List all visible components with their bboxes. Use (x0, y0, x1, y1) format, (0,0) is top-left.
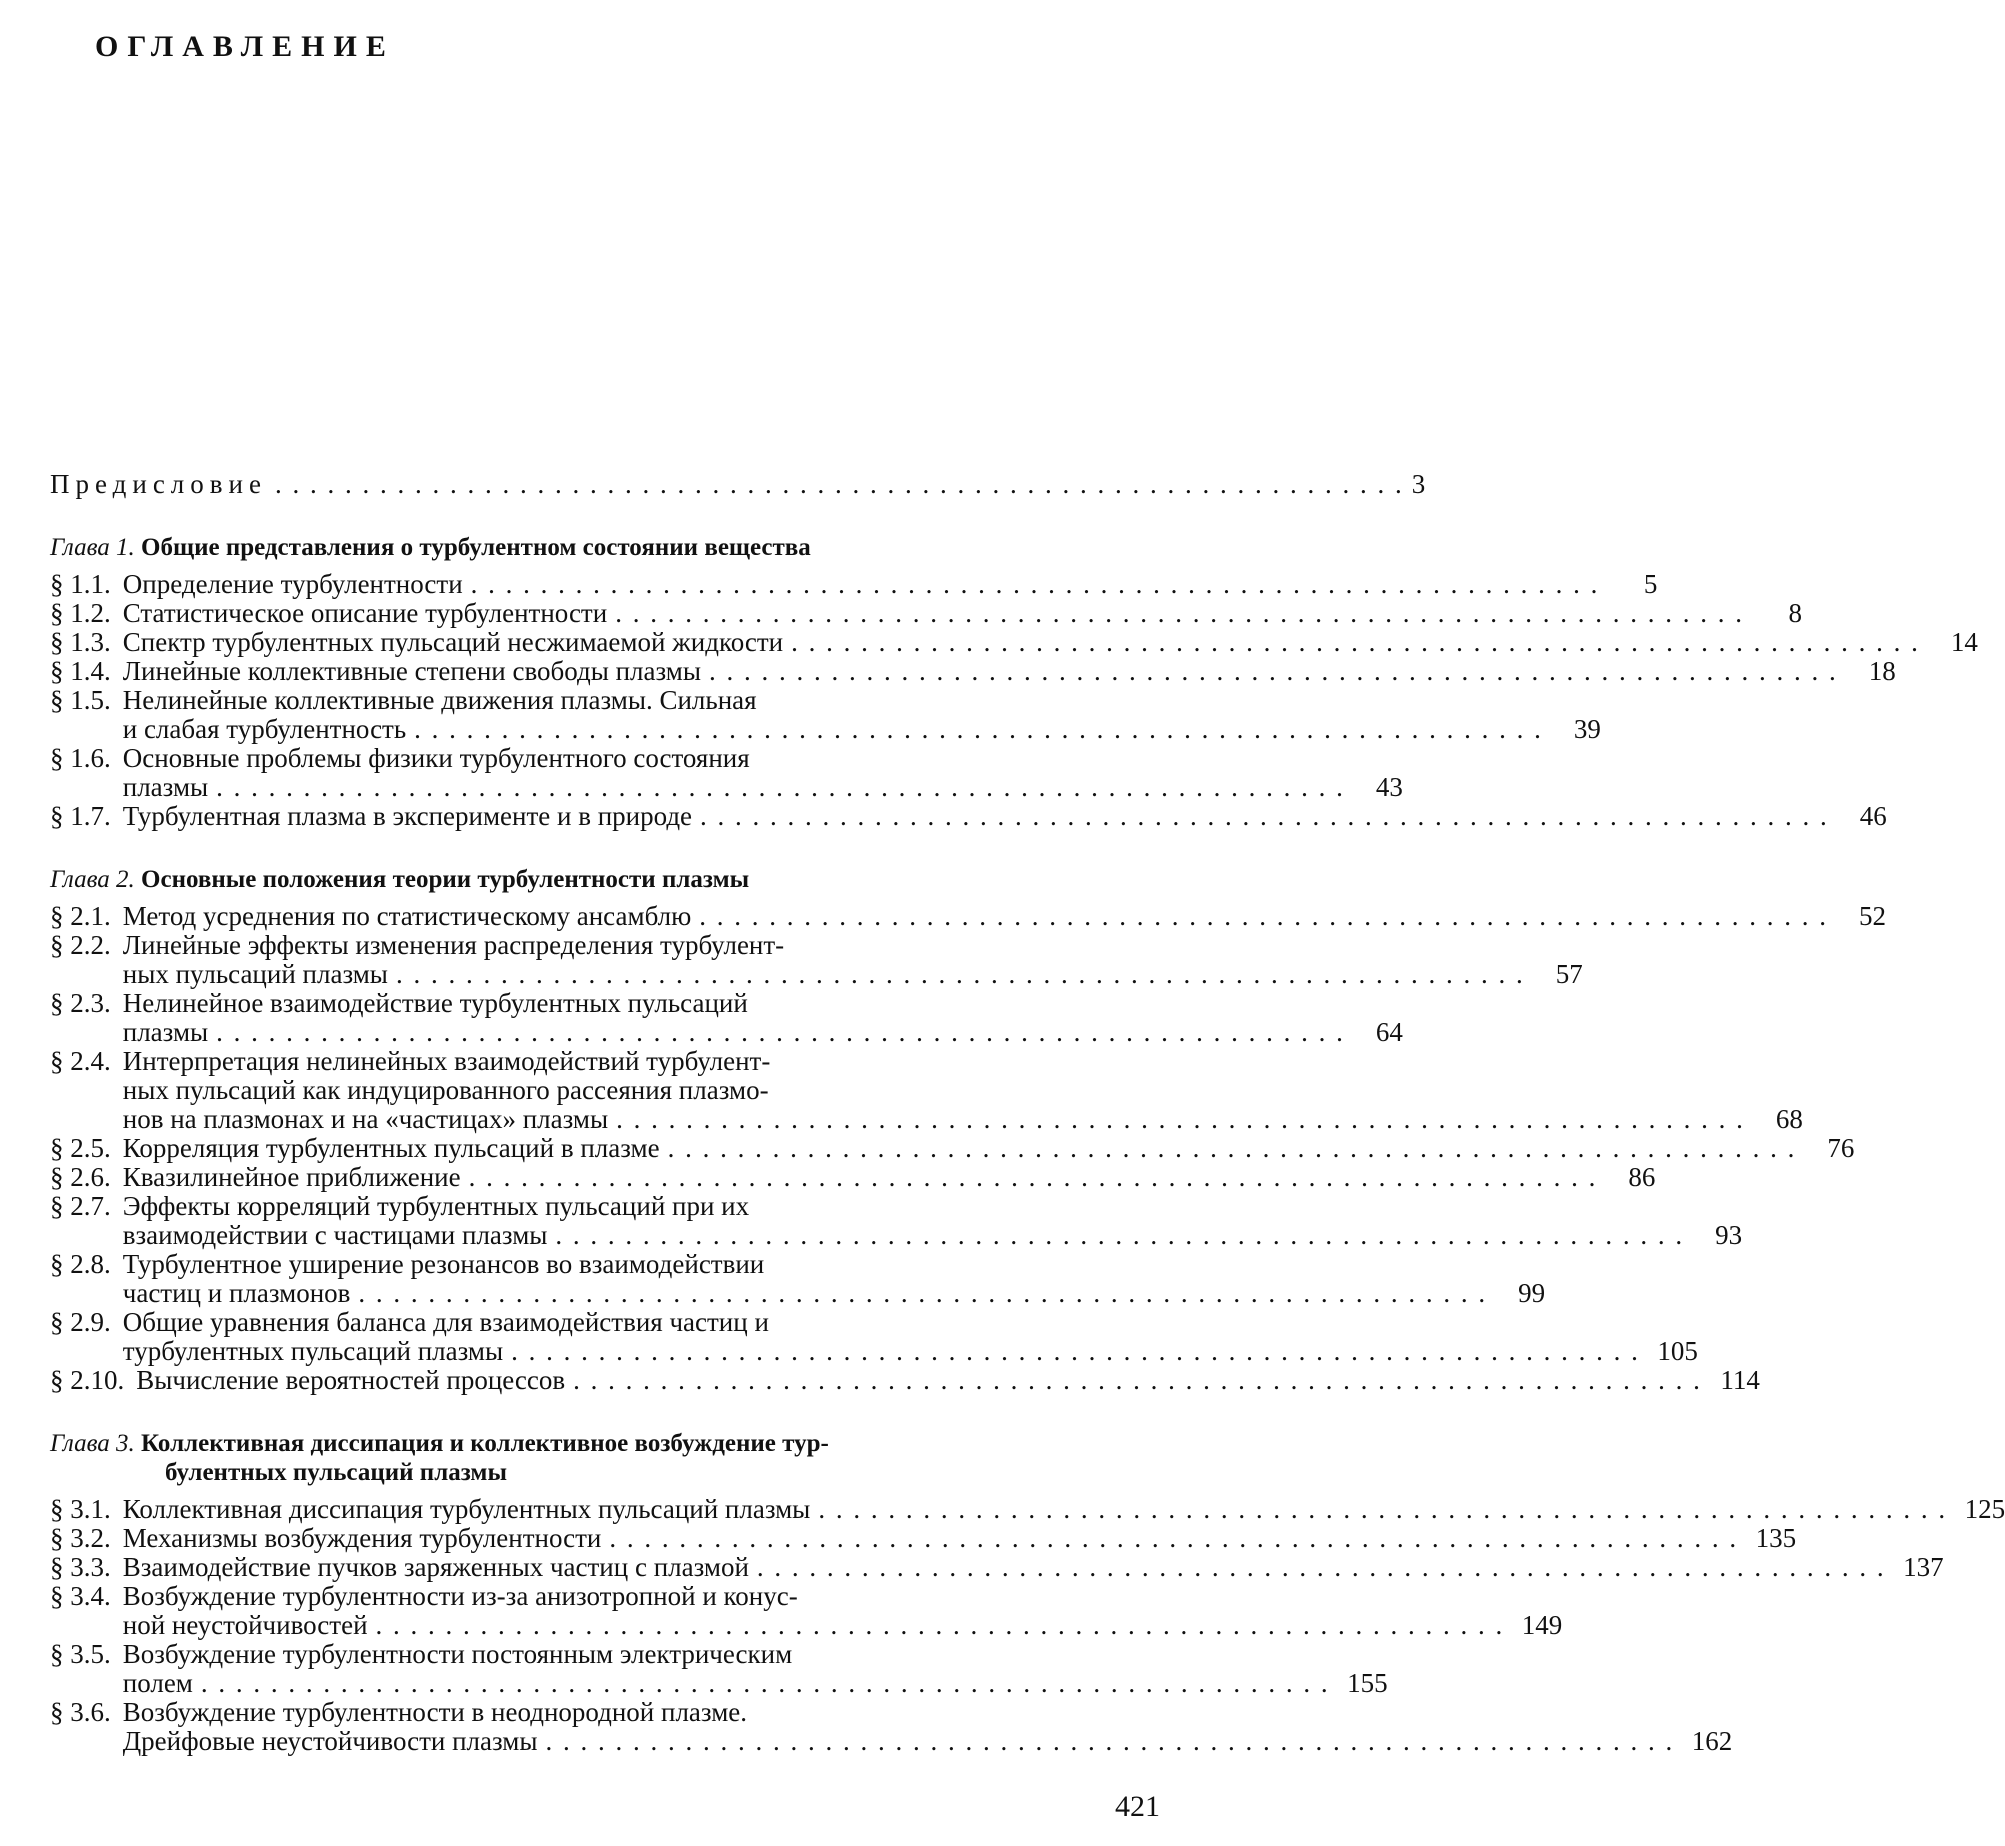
section-title: полем (122, 1668, 193, 1698)
toc-section-entry (50, 1552, 1944, 1582)
toc-section-entry (50, 1494, 2005, 1524)
section-page: 162 (1691, 1726, 1733, 1756)
section-page: 76 (1827, 1133, 1855, 1163)
section-number: § 2.1. (50, 901, 111, 931)
toc-section-entry (50, 685, 1601, 744)
toc-section-entry (50, 1191, 1743, 1250)
section-page: 93 (1715, 1220, 1743, 1250)
toc-section-entry (50, 1523, 1797, 1553)
section-title: Эффекты корреляций турбулентных пульсаций при их (122, 1191, 750, 1221)
toc-section-entry (50, 743, 1403, 802)
dot-leader (818, 1495, 1947, 1524)
section-page: 105 (1657, 1336, 1698, 1366)
dot-leader (668, 1134, 1797, 1163)
dot-leader (709, 657, 1838, 686)
dot-leader (699, 902, 1828, 931)
section-title: Дрейфовые неустойчивости плазмы (122, 1726, 538, 1756)
section-title: Возбуждение турбулентности из-за анизотропной и конус- (122, 1581, 798, 1611)
section-title: Корреляция турбулентных пульсаций в плазме (122, 1133, 660, 1163)
toc-section-entry (50, 1639, 1388, 1698)
section-title: Спектр турбулентных пульсаций несжимаемой жидкости (122, 627, 784, 657)
chapter-label: Глава 2. (50, 866, 135, 893)
section-page: 137 (1903, 1552, 1944, 1582)
section-number: § 2.9. (50, 1307, 111, 1337)
section-title: Турбулентная плазма в эксперименте и в природе (122, 801, 693, 831)
section-title: Общие уравнения баланса для взаимодействия частиц и (122, 1307, 769, 1337)
section-page: 86 (1628, 1162, 1656, 1192)
preface-page: 3 (1411, 469, 1426, 499)
section-title: Вычисление вероятностей процессов (136, 1365, 566, 1395)
chapter-title: Общие представления о турбулентном состоянии вещества (141, 534, 811, 561)
chapter-label: Глава 3. (50, 1430, 135, 1457)
chapter-title: Основные положения теории турбулентности плазмы (141, 866, 750, 893)
toc-section-entry (50, 1697, 1733, 1756)
section-number: § 1.4. (50, 656, 111, 686)
section-number: § 1.7. (50, 801, 111, 831)
section-page: 114 (1720, 1365, 1760, 1395)
toc-section-entry (50, 901, 1887, 931)
dot-leader (573, 1366, 1702, 1395)
section-title: Линейные эффекты изменения распределения турбулент- (122, 930, 785, 960)
section-number: § 2.6. (50, 1162, 111, 1192)
chapter-heading (50, 533, 1125, 562)
section-title: Определение турбулентности (122, 569, 463, 599)
section-number: § 3.4. (50, 1581, 111, 1611)
dot-leader (275, 470, 1404, 499)
toc-section-entry (50, 656, 1896, 686)
section-title: Взаимодействие пучков заряженных частиц с плазмой (122, 1552, 749, 1582)
toc-section-entry (50, 988, 1403, 1047)
section-title: взаимодействии с частицами плазмы (122, 1220, 548, 1250)
section-number: § 1.1. (50, 569, 111, 599)
chapter-list (50, 499, 2005, 1756)
table-of-contents (50, 469, 2005, 1756)
toc-section-entry (50, 1249, 1546, 1308)
section-number: § 3.3. (50, 1552, 111, 1582)
section-title: частиц и плазмонов (122, 1278, 351, 1308)
dot-leader (511, 1337, 1640, 1366)
section-number: § 2.2. (50, 930, 111, 960)
chapter-title-continued (50, 1458, 1125, 1487)
section-page: 149 (1521, 1610, 1563, 1640)
toc-preface (50, 469, 1426, 499)
toc-section-entry (50, 1365, 1760, 1395)
toc-section-entry (50, 801, 1887, 831)
section-title: плазмы (122, 772, 209, 802)
section-number: § 2.7. (50, 1191, 111, 1221)
section-title: Квазилинейное приближение (122, 1162, 461, 1192)
section-page: 68 (1775, 1104, 1803, 1134)
section-title: нов на плазмонах и на «частицах» плазмы (122, 1104, 609, 1134)
toc-section-entry (50, 1307, 1698, 1366)
dot-leader (615, 599, 1744, 628)
section-title: турбулентных пульсаций плазмы (122, 1336, 504, 1366)
section-title: ной неустойчивостей (122, 1610, 368, 1640)
section-page: 57 (1555, 959, 1583, 989)
section-page: 14 (1950, 627, 1978, 657)
section-title: Механизмы возбуждения турбулентности (122, 1523, 602, 1553)
toc-section-entry (50, 1581, 1563, 1640)
section-page: 125 (1964, 1494, 2005, 1524)
section-number: § 2.5. (50, 1133, 111, 1163)
toc-section-entry (50, 1162, 1656, 1192)
dot-leader (555, 1221, 1684, 1250)
section-page: 99 (1518, 1278, 1546, 1308)
chapter-heading (50, 1429, 1125, 1458)
section-number: § 3.2. (50, 1523, 111, 1553)
section-page: 155 (1347, 1668, 1388, 1698)
dot-leader (471, 570, 1600, 599)
section-title: Нелинейные коллективные движения плазмы. Сильная (122, 685, 757, 715)
section-page: 43 (1375, 772, 1403, 802)
chapter-title: Коллективная диссипация и коллективное возбуждение тур- (141, 1430, 829, 1457)
section-page: 135 (1755, 1523, 1797, 1553)
dot-leader (216, 1018, 1345, 1047)
dot-leader (358, 1279, 1487, 1308)
section-title: плазмы (122, 1017, 209, 1047)
chapter-title-line: булентных пульсаций плазмы (165, 1459, 507, 1486)
dot-leader (791, 628, 1920, 657)
section-page: 52 (1859, 901, 1887, 931)
section-page: 5 (1643, 569, 1658, 599)
section-title: Метод усреднения по статистическому ансамблю (122, 901, 692, 931)
toc-section-entry (50, 598, 1802, 628)
dot-leader (700, 802, 1829, 831)
dot-leader (376, 1611, 1505, 1640)
section-title: Линейные коллективные степени свободы плазмы (122, 656, 702, 686)
toc-section-entry (50, 1133, 1855, 1163)
section-title: Основные проблемы физики турбулентного состояния (122, 743, 750, 773)
section-page: 46 (1859, 801, 1887, 831)
dot-leader (414, 715, 1543, 744)
section-number: § 3.6. (50, 1697, 111, 1727)
section-number: § 2.10. (50, 1365, 125, 1395)
section-title: Возбуждение турбулентности постоянным электрическим (122, 1639, 793, 1669)
section-page: 64 (1375, 1017, 1403, 1047)
section-title: Турбулентное уширение резонансов во взаимодействии (122, 1249, 765, 1279)
section-number: § 1.6. (50, 743, 111, 773)
section-number: § 3.1. (50, 1494, 111, 1524)
dot-leader (546, 1727, 1675, 1756)
section-title: ных пульсаций как индуцированного рассеяния плазмо- (122, 1075, 769, 1105)
section-title: Статистическое описание турбулентности (122, 598, 608, 628)
section-title: ных пульсаций плазмы (122, 959, 388, 989)
toc-section-entry (50, 1046, 1803, 1134)
section-number: § 1.3. (50, 627, 111, 657)
dot-leader (216, 773, 1345, 802)
dot-leader (396, 960, 1525, 989)
chapter-label: Глава 1. (50, 534, 135, 561)
toc-section-entry (50, 627, 1978, 657)
page-title: ОГЛАВЛЕНИЕ (95, 30, 395, 63)
chapter-heading (50, 865, 1125, 894)
section-title: Интерпретация нелинейных взаимодействий турбулент- (122, 1046, 771, 1076)
section-page: 8 (1788, 598, 1802, 628)
section-number: § 2.8. (50, 1249, 111, 1279)
section-number: § 1.2. (50, 598, 111, 628)
section-title: Возбуждение турбулентности в неоднородной плазме. (122, 1697, 748, 1727)
section-number: § 2.4. (50, 1046, 111, 1076)
dot-leader (609, 1524, 1738, 1553)
page-number: 421 (1115, 1790, 1160, 1823)
section-number: § 3.5. (50, 1639, 111, 1669)
section-number: § 2.3. (50, 988, 111, 1018)
dot-leader (616, 1105, 1745, 1134)
section-title: Нелинейное взаимодействие турбулентных пульсаций (122, 988, 748, 1018)
toc-section-entry (50, 930, 1583, 989)
dot-leader (757, 1553, 1886, 1582)
section-title: Коллективная диссипация турбулентных пульсаций плазмы (122, 1494, 811, 1524)
dot-leader (469, 1163, 1598, 1192)
section-title: и слабая турбулентность (122, 714, 407, 744)
toc-section-entry (50, 569, 1658, 599)
section-page: 39 (1573, 714, 1601, 744)
section-number: § 1.5. (50, 685, 111, 715)
dot-leader (201, 1669, 1330, 1698)
section-page: 18 (1868, 656, 1896, 686)
preface-label: Предисловие (50, 469, 267, 499)
